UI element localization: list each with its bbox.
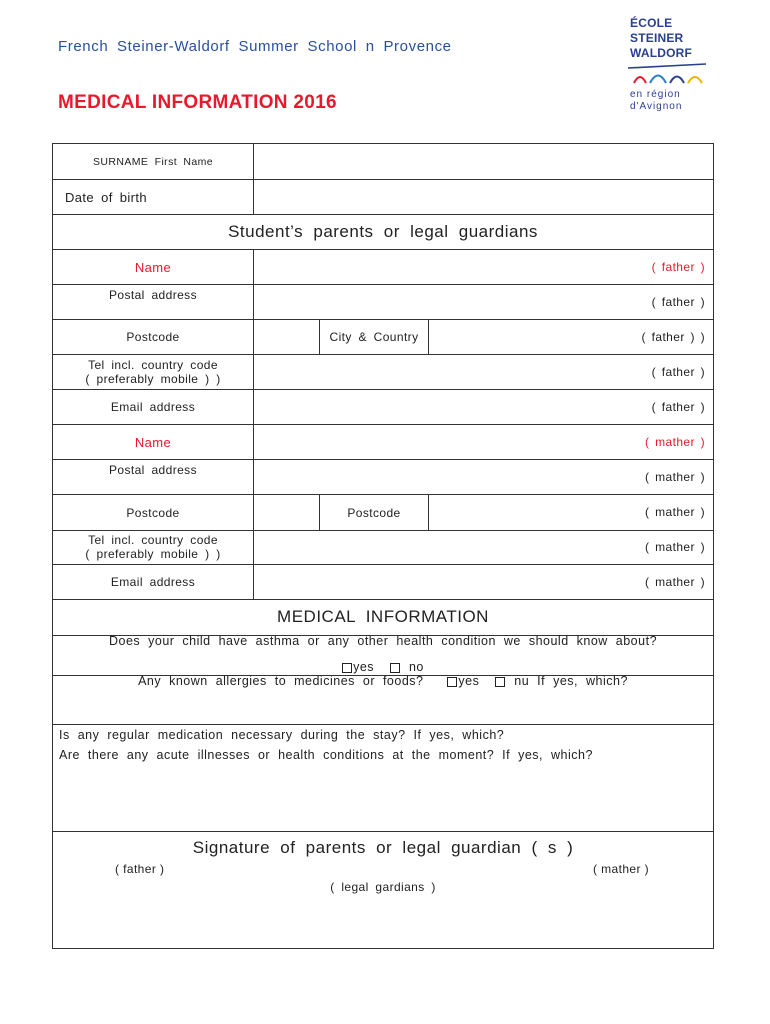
allergies-no-label: nu If yes, which? — [514, 674, 628, 688]
asthma-no-label: no — [408, 660, 424, 674]
mother-tel-label-2: ( preferably mobile ) ) — [85, 547, 221, 561]
page-title: MEDICAL INFORMATION 2016 — [58, 92, 337, 113]
father-postcode-field[interactable] — [253, 320, 319, 354]
signature-heading: Signature of parents or legal guardian ( s ) — [192, 838, 574, 857]
father-tel-label-1: Tel incl. country code — [88, 358, 218, 372]
logo-line-1: ÉCOLE — [630, 16, 673, 30]
surname-label: SURNAME First Name — [93, 155, 213, 168]
father-postcode-row — [53, 320, 713, 355]
surname-field[interactable] — [253, 144, 713, 179]
dob-row — [53, 180, 713, 215]
allergies-row — [53, 676, 713, 725]
father-email-label: Email address — [110, 400, 196, 414]
father-tel-label — [53, 355, 253, 389]
father-postal-label: Postal address — [109, 288, 197, 302]
allergies-question-line — [53, 674, 713, 688]
father-tel-label-2: ( preferably mobile ) ) — [85, 372, 221, 386]
asthma-no-checkbox[interactable] — [390, 663, 400, 673]
mother-name-label: Name — [134, 434, 172, 450]
father-name-field[interactable] — [253, 250, 713, 284]
father-tel-note: ( father ) — [651, 365, 705, 379]
medical-heading: MEDICAL INFORMATION — [277, 607, 489, 626]
allergies-yes-label: yes — [458, 674, 480, 688]
father-city-label: City & Country — [319, 320, 428, 354]
mother-city-field[interactable] — [428, 495, 713, 530]
asthma-yes-label: yes — [353, 660, 375, 674]
father-city-note: ( father ) ) — [641, 330, 705, 344]
allergies-no-checkbox[interactable] — [495, 677, 505, 687]
medication-question: Is any regular medication necessary during the stay? If yes, which? — [59, 728, 505, 742]
mother-tel-note: ( mather ) — [644, 540, 705, 554]
father-name-label: Name — [134, 259, 172, 275]
mother-tel-label-1: Tel incl. country code — [88, 533, 218, 547]
father-name-row — [53, 250, 713, 285]
father-postal-note: ( father ) — [651, 295, 705, 309]
mother-name-row — [53, 425, 713, 460]
mother-email-field[interactable] — [253, 565, 713, 599]
school-name: French Steiner-Waldorf Summer School n Provence — [58, 38, 452, 55]
asthma-row — [53, 635, 713, 676]
father-postal-field[interactable] — [253, 285, 713, 319]
mother-postal-field[interactable] — [253, 460, 713, 494]
father-email-row — [53, 390, 713, 425]
medical-heading-row — [53, 600, 713, 635]
school-logo — [630, 16, 720, 126]
medical-form — [52, 143, 714, 949]
allergies-question: Any known allergies to medicines or foods? — [138, 674, 424, 688]
mother-tel-field[interactable] — [253, 531, 713, 564]
mother-postcode-note: ( mather ) — [644, 505, 705, 519]
surname-row — [53, 144, 713, 180]
father-email-field[interactable] — [253, 390, 713, 424]
mother-postal-note: ( mather ) — [644, 470, 705, 484]
asthma-options — [53, 660, 713, 674]
signature-father[interactable]: ( father ) — [115, 862, 165, 876]
illness-question: Are there any acute illnesses or health conditions at the moment? If yes, which? — [59, 748, 593, 762]
father-tel-field[interactable] — [253, 355, 713, 389]
logo-sub-2: d'Avignon — [630, 101, 683, 112]
father-postal-row — [53, 285, 713, 320]
medication-row — [53, 725, 713, 832]
mother-postal-label: Postal address — [109, 463, 197, 477]
mother-email-note: ( mather ) — [644, 575, 705, 589]
father-postcode-label: Postcode — [126, 330, 180, 344]
signature-section — [53, 832, 713, 948]
father-tel-row — [53, 355, 713, 390]
signature-mother[interactable]: ( mather ) — [593, 862, 650, 876]
signature-legal[interactable]: ( legal gardians ) — [330, 880, 436, 894]
mother-postcode-row — [53, 495, 713, 531]
logo-line-2: STEINER — [630, 31, 684, 45]
dob-label: Date of birth — [65, 189, 148, 205]
mother-postcode2-label: Postcode — [319, 495, 428, 530]
allergies-yes-checkbox[interactable] — [447, 677, 457, 687]
father-email-note: ( father ) — [651, 400, 705, 414]
mother-postal-row — [53, 460, 713, 495]
mother-tel-row — [53, 531, 713, 565]
logo-arcs-icon — [628, 63, 708, 85]
mother-email-row — [53, 565, 713, 600]
father-name-note: ( father ) — [651, 260, 705, 274]
asthma-yes-checkbox[interactable] — [342, 663, 352, 673]
mother-email-label: Email address — [110, 575, 196, 589]
logo-sub-1: en région — [630, 89, 681, 100]
mother-postcode-field[interactable] — [253, 495, 319, 530]
mother-postcode-label: Postcode — [126, 505, 180, 520]
dob-field[interactable] — [253, 180, 713, 214]
father-city-field[interactable] — [428, 320, 713, 354]
mother-tel-label — [53, 531, 253, 564]
mother-name-note: ( mather ) — [644, 435, 705, 449]
parents-heading: Student’s parents or legal guardians — [53, 215, 713, 250]
logo-line-3: WALDORF — [630, 46, 693, 60]
asthma-question: Does your child have asthma or any other health condition we should know about? — [108, 634, 658, 648]
mother-name-field[interactable] — [253, 425, 713, 459]
